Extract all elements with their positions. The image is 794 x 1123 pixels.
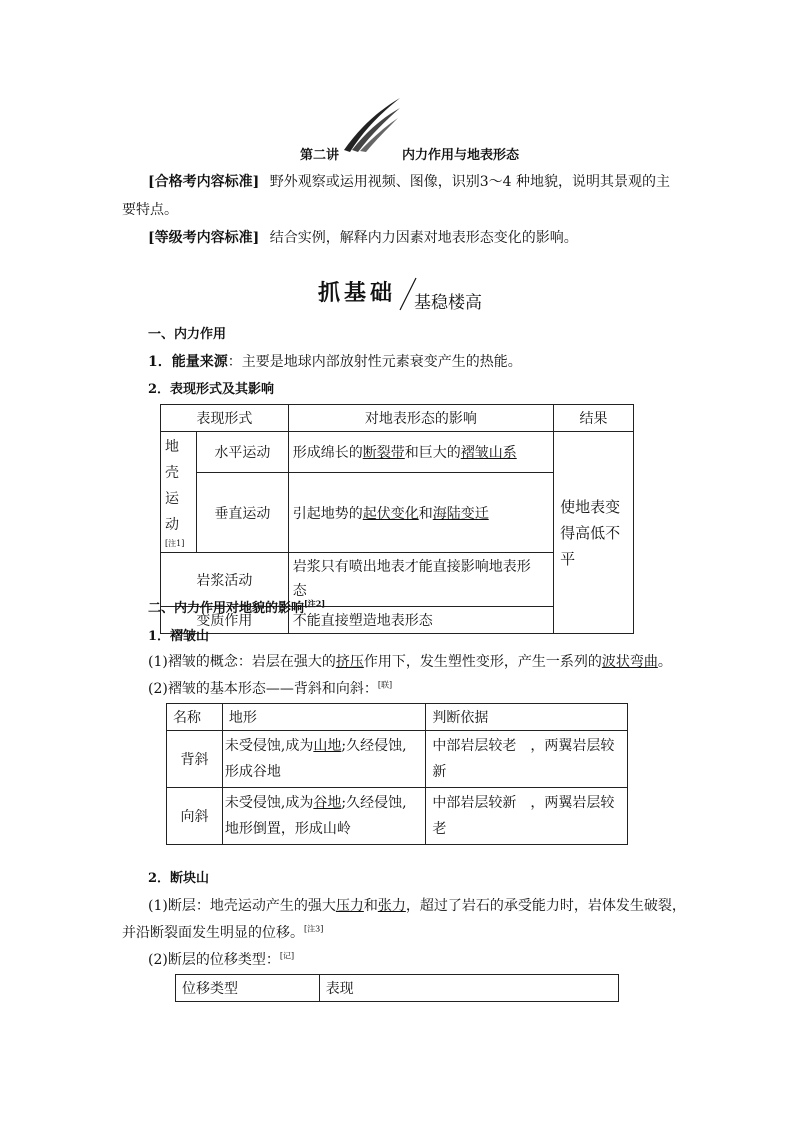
- fault-table: [175, 974, 619, 1002]
- result-2: 得高低不: [560, 523, 621, 542]
- fold-def-u1: 挤压: [335, 654, 364, 670]
- banner-sub: 基稳楼高: [414, 293, 482, 313]
- chapter-title: 内力作用与地表形态: [402, 148, 520, 163]
- ac-t1-post: ;久经侵蚀,: [341, 738, 407, 754]
- syncline-landform: [222, 788, 426, 845]
- fault-definition: [148, 895, 686, 915]
- energy-num: 1．: [148, 354, 172, 370]
- pass-standard-cont: 要特点。: [122, 202, 178, 218]
- fold-definition: [148, 651, 672, 671]
- fault-definition-cont: [122, 922, 323, 942]
- magma-effect-2: 态: [292, 583, 307, 599]
- th-performance: 表现: [319, 975, 618, 1002]
- metamorphism: 变质作用: [161, 607, 289, 634]
- forms-heading: 2．表现形式及其影响: [148, 382, 275, 397]
- magma-effect-1: 岩浆只有喷出地表才能直接影响地表形: [292, 559, 531, 575]
- ac-t1-u: 山地: [313, 738, 342, 754]
- magma-effect: [288, 553, 553, 607]
- crust-note: [注1]: [165, 539, 185, 548]
- fault-u2: 张力: [377, 898, 406, 914]
- fold-title: 1．褶皱山: [148, 629, 210, 644]
- swoosh-logo-icon: [340, 96, 402, 154]
- table-row: [167, 788, 628, 845]
- th-result: 结果: [554, 405, 634, 432]
- energy-label: 能量来源: [171, 354, 228, 370]
- vertical-movement: 垂直运动: [196, 473, 288, 553]
- ac-t1-pre: 未受侵蚀,成为: [224, 738, 314, 754]
- magma-activity: 岩浆活动: [161, 553, 289, 607]
- fault-u1: 压力: [335, 898, 364, 914]
- fold-table: [166, 703, 628, 845]
- fault-types: [148, 949, 294, 969]
- h-mid: 和巨大的: [404, 445, 461, 462]
- banner-main: 抓基础: [318, 281, 397, 306]
- energy-source: [148, 351, 522, 371]
- fold-def-end: 。: [657, 654, 672, 670]
- sc-t1-post: ;久经侵蚀,: [341, 795, 407, 811]
- section1-heading: 一、内力作用: [148, 327, 227, 342]
- fault-title: 2．断块山: [148, 871, 210, 886]
- table-row: [167, 731, 628, 788]
- h-pre: 形成绵长的: [292, 445, 363, 462]
- fault-line2: 并沿断裂面发生明显的位移。: [122, 925, 304, 941]
- anticline-landform: [222, 731, 426, 788]
- v-pre: 引起地势的: [292, 505, 363, 522]
- horizontal-movement: 水平运动: [196, 432, 288, 473]
- ac-j2: 新: [432, 764, 447, 780]
- anticline-name: 背斜: [167, 731, 223, 788]
- ac-t2: 形成谷地: [224, 764, 281, 780]
- v-u1: 起伏变化: [362, 505, 419, 522]
- crust-movement-cell: [161, 432, 197, 553]
- sc-j2: 老: [432, 821, 447, 837]
- sc-t1-u: 谷地: [313, 795, 342, 811]
- section2-heading-text: 二、内力作用对地貌的影响: [148, 601, 305, 616]
- pass-standard-label: [合格考内容标准]: [148, 174, 260, 190]
- syncline-basis: [426, 788, 628, 845]
- grade-standard: [148, 227, 578, 247]
- fold-forms: [148, 678, 392, 698]
- h-u1: 断裂带: [362, 445, 405, 462]
- vertical-effect: [288, 473, 553, 553]
- sc-t2: 地形倒置，形成山岭: [224, 821, 351, 837]
- fault-pre: (1)断层：地壳运动产生的强大: [148, 898, 336, 914]
- result-cell: [554, 432, 634, 634]
- anticline-basis: [426, 731, 628, 788]
- syncline-name: 向斜: [167, 788, 223, 845]
- th-form: 表现形式: [161, 405, 289, 432]
- th-landform: 地形: [222, 704, 426, 731]
- energy-text: ：主要是地球内部放射性元素衰变产生的热能。: [227, 354, 522, 370]
- fold-def-mid: 作用下，发生塑性变形，产生一系列的: [363, 654, 602, 670]
- th-displacement: 位移类型: [176, 975, 320, 1002]
- section2-note: [注2]: [304, 598, 326, 609]
- v-mid: 和: [418, 505, 433, 522]
- chapter-number: 第二讲: [300, 148, 340, 163]
- fault-post: ，超过了岩石的承受能力时，岩体发生破裂，: [405, 898, 686, 914]
- sc-t1-pre: 未受侵蚀,成为: [224, 795, 314, 811]
- ac-j1: 中部岩层较老 ，两翼岩层较: [432, 738, 615, 754]
- pass-standard-text: 野外观察或运用视频、图像，识别3～4 种地貌，说明其景观的主: [269, 174, 670, 190]
- pass-standard: [148, 171, 670, 191]
- fault-types-text: (2)断层的位移类型：: [148, 952, 280, 968]
- th-effect: 对地表形态的影响: [288, 405, 553, 432]
- section-banner: [318, 276, 396, 307]
- section2-heading: [148, 597, 325, 616]
- sc-j1: 中部岩层较新 ，两翼岩层较: [432, 795, 615, 811]
- grade-standard-text: 结合实例，解释内力因素对地表形态变化的影响。: [269, 230, 578, 246]
- fault-note: [注3]: [304, 924, 324, 934]
- th-basis: 判断依据: [426, 704, 628, 731]
- result-1: 使地表变: [560, 497, 621, 516]
- fold-def-u2: 波状弯曲: [601, 654, 658, 670]
- v-u2: 海陆变迁: [432, 505, 489, 522]
- fold-forms-text: (2)褶皱的基本形态——背斜和向斜：: [148, 681, 378, 697]
- fold-forms-note: [联]: [377, 680, 393, 690]
- fault-types-note: [记]: [279, 951, 295, 961]
- metamorphism-effect: 不能直接塑造地表形态: [288, 607, 553, 634]
- grade-standard-label: [等级考内容标准]: [148, 230, 260, 246]
- th-name: 名称: [167, 704, 223, 731]
- crust-line1: 地壳: [165, 439, 179, 481]
- result-3: 平: [560, 549, 576, 568]
- fold-def-pre: (1)褶皱的概念：岩层在强大的: [148, 654, 336, 670]
- h-u2: 褶皱山系: [460, 445, 517, 462]
- crust-line2: 运动: [165, 491, 179, 533]
- fault-mid: 和: [363, 898, 378, 914]
- horizontal-effect: [288, 432, 553, 473]
